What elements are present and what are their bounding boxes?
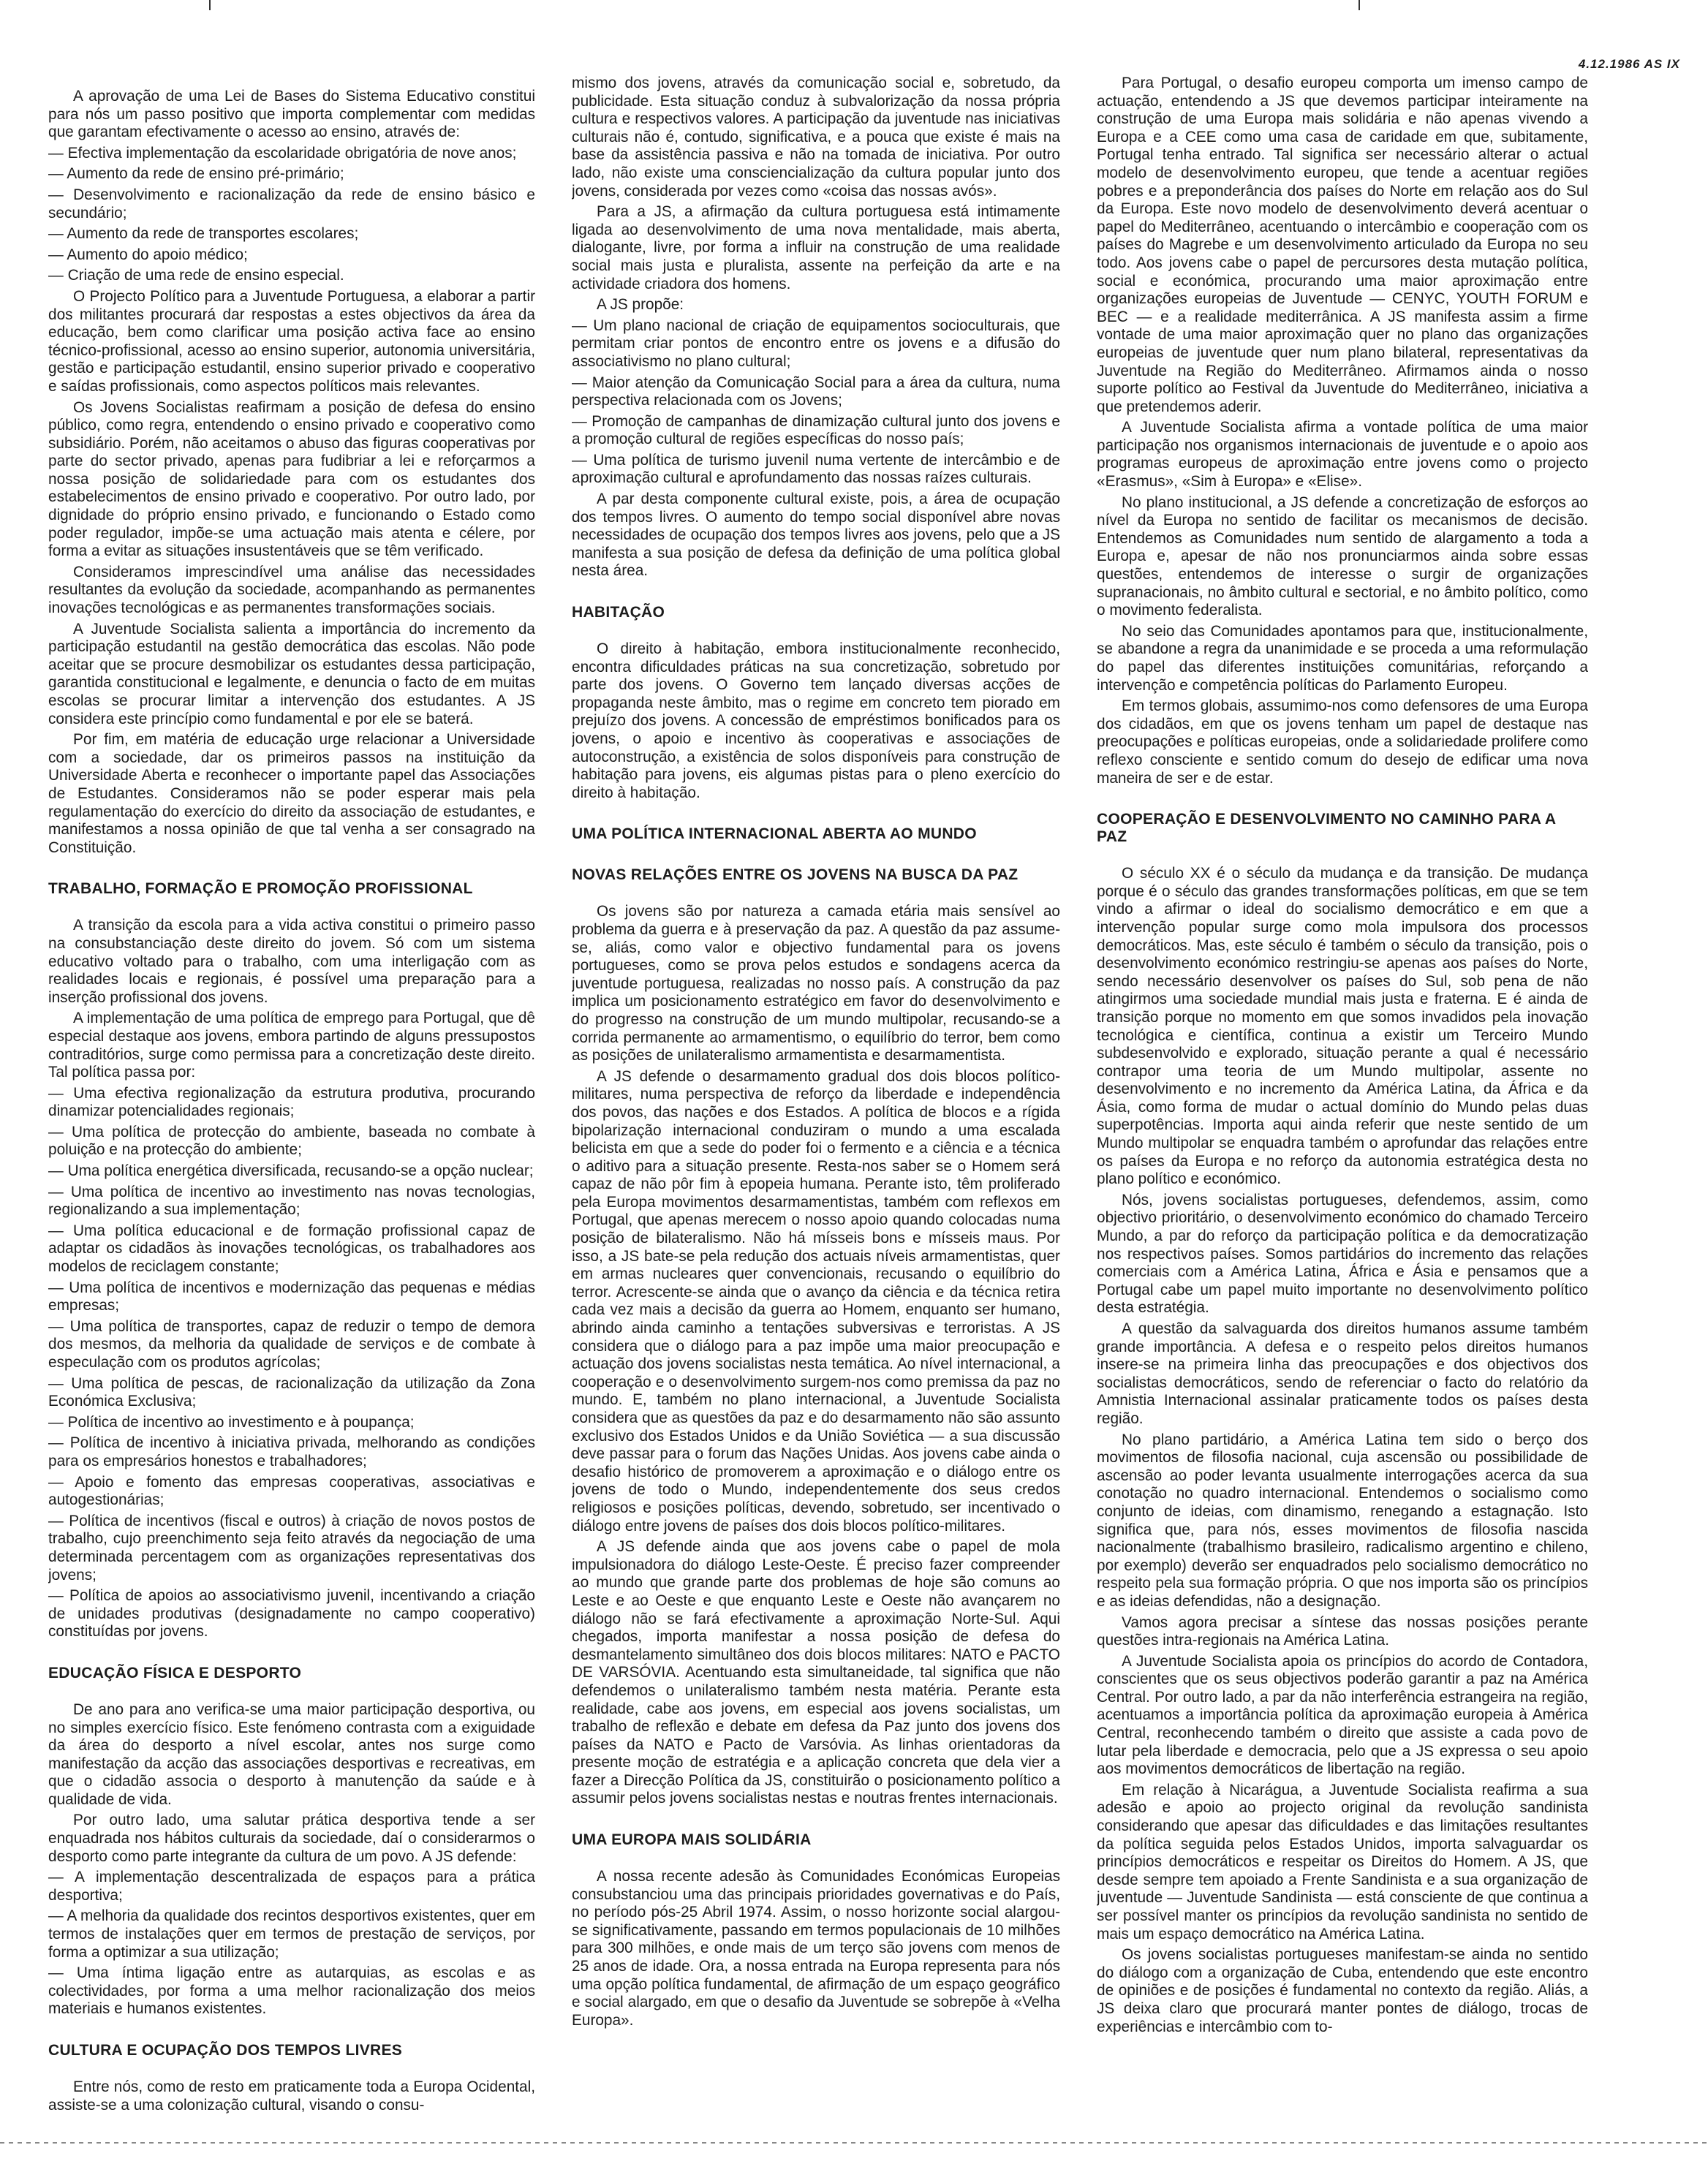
paragraph: O Projecto Político para a Juventude Portuguesa, a elaborar a partir dos militantes procurará dar respostas a estes objectivos da área da educação, bem como clarificar uma posição activa face ao ensino técnico-profissional, acesso ao ensino superior, autonomia universitária, gestão e participação estudantil, ensino superior privado e cooperativo e saídas profissionais, como aspectos políticos mais relevantes. [48, 287, 535, 395]
section-heading: TRABALHO, FORMAÇÃO E PROMOÇÃO PROFISSIONAL [48, 880, 473, 898]
paragraph: Para a JS, a afirmação da cultura portuguesa está intimamente ligada ao desenvolvimento de uma nova mentalidade, mais aberta, dialogante, livre, por forma a influir na construção de uma realidade social mais justa e pluralista, assente na perfeição da arte e na actividade criadora dos homens. [572, 203, 1060, 292]
list-item: — Promoção de campanhas de dinamização cultural junto dos jovens e a promoção cultural de regiões específicas do nosso país; [572, 412, 1060, 448]
section-heading: NOVAS RELAÇÕES ENTRE OS JOVENS NA BUSCA DA PAZ [572, 866, 1019, 884]
paragraph: A Juventude Socialista apoia os princípios do acordo de Contadora, conscientes que os seus objectivos poderão garantir a paz na América Central. Por outro lado, a par da não interferência estrangeira na região, acentuamos a importância política da aproximação europeia à América Central, reconhecendo também o direito que assiste a cada povo de lutar pela liberdade e democracia, pelo que a JS expressa o seu apoio aos movimentos democráticos de libertação na região. [1097, 1652, 1588, 1778]
section-heading: UMA POLÍTICA INTERNACIONAL ABERTA AO MUNDO [572, 825, 977, 843]
list-item: — Uma política educacional e de formação profissional capaz de adaptar os cidadãos às inovações tecnológicas, os trabalhadores aos modelos de reciclagem constante; [48, 1222, 535, 1276]
list-item: mismo dos jovens, através da comunicação social e, sobretudo, da publicidade. Esta situação conduz à subvalorização da nossa própria cultura e respectivos valores. A participação da juventude nas iniciativas culturais não é, contudo, significativa, e a pouca que existe é mais na base da assistência passiva e não na tomada de iniciativa. Por outro lado, não existe uma consciencialização da cultura popular junto dos jovens, considerada por vezes como «coisa das nossas avós». [572, 75, 1060, 200]
paragraph: Os jovens socialistas portugueses manifestam-se ainda no sentido do diálogo com a organização de Cuba, entendendo que este encontro de opiniões e de posições é fundamental no contexto da região. Aliás, a JS deixa claro que procurará manter pontes de diálogo, trocas de experiências e intercâmbio com to- [1097, 1946, 1588, 2035]
paragraph: A JS defende ainda que aos jovens cabe o papel de mola impulsionadora do diálogo Leste-Oeste. É preciso fazer compreender ao mundo que grande parte dos problemas de hoje são comuns ao Leste e ao Oeste e que enquanto Leste e Oeste não avançarem no diálogo não se fará efectivamente a aproximação Norte-Sul. Aqui chegados, importa manifestar a nossa posição de defesa do desmantelamento simultâneo dos dois blocos militares: NATO e PACTO DE VARSÓVIA. Acentuando esta simultaneidade, tal significa que não defendemos o unilateralismo também nesta matéria. Perante esta realidade, cabe aos jovens, em especial aos jovens socialistas, um trabalho de reflexão e debate em defesa da Paz junto dos jovens dos países da NATO e Pacto de Varsóvia. As linhas orientadoras da presente moção de estratégia e a aplicação concreta que dela vier a fazer a Direcção Política da JS, constituirão o posicionamento político a assumir pelos jovens socialistas nestas e noutras frentes internacionais. [572, 1538, 1060, 1807]
list-item: — Política de incentivo à iniciativa privada, melhorando as condições para os empresários honestos e trabalhadores; [48, 1434, 535, 1469]
list-item: — Uma política de protecção do ambiente, baseada no combate à poluição e na protecção do ambiente; [48, 1123, 535, 1159]
list-item: — Criação de uma rede de ensino especial. [48, 267, 344, 284]
list-item: — Maior atenção da Comunicação Social para a área da cultura, numa perspectiva relacionada com os Jovens; [572, 374, 1060, 409]
list-item: — Aumento do apoio médico; [48, 246, 248, 263]
paragraph: A JS defende o desarmamento gradual dos dois blocos político-militares, numa perspectiva de reforço da liberdade e independência dos povos, das nações e dos Estados. A política de blocos e a rígida bipolarização internacional conduziram o mundo a uma escalada belicista em que a sede do poder foi o fermento e a ciência e a técnica o aditivo para a situação presente. Resta-nos saber se o Homem será capaz de não pôr fim à epopeia humana. Perante isto, têm proliferado pela Europa movimentos desarmamentistas, também com reflexos em Portugal, que apenas merecem o nosso apoio quando colocadas numa posição de bilateralismo. Não há mísseis bons e mísseis maus. Por isso, a JS bate-se pela redução dos actuais níveis armamentistas, quer em armas nucleares quer convencionais, recusando o equilíbrio do terror. Acrescente-se ainda que o avanço da ciência e da técnica retira cada vez mais a decisão da guerra ao Homem, enquanto ser humano, abrindo ainda caminho a tentações subversivas e terroristas. A JS considera que o diálogo para a paz impõe uma maior preocupação e actuação dos jovens socialistas nesta temática. Ao nível internacional, a cooperação e o desenvolvimento surgem-nos como premissa da paz no mundo. E, também no plano internacional, a Juventude Socialista considera que as questões da paz e do desarmamento não são assunto exclusivo dos Estados Unidos e da União Soviética — a sua discussão deve passar para o forum das Nações Unidas. Aos jovens cabe ainda o desafio histórico de promoverem a aproximação e o diálogo entre os jovens de todo o Mundo, independentemente dos seus credos religiosos e posições políticas, devendo, sobretudo, ser incentivado o diálogo entre jovens de países dos dois blocos político-militares. [572, 1067, 1060, 1535]
paragraph: A transição da escola para a vida activa constitui o primeiro passo na consubstanciação deste direito do jovem. Só com um sistema educativo voltado para o trabalho, com uma interligação com as realidades locais e regionais, é possível uma preparação para a inserção profissional dos jovens. [48, 917, 535, 1006]
list-item: — Aumento da rede de ensino pré-primário; [48, 165, 344, 183]
paragraph: A implementação de uma política de emprego para Portugal, que dê especial destaque aos jovens, embora partindo de alguns pressupostos contraditórios, surge como permissa para a concretização deste direito. Tal política passa por: [48, 1010, 535, 1081]
paragraph: Os jovens são por natureza a camada etária mais sensível ao problema da guerra e à preservação da paz. A questão da paz assume-se, aliás, como valor e objectivo fundamental para os jovens portugueses, como se prova pelos estudos e sondagens acerca da juventude portuguesa, realizadas no nosso país. A construção da paz implica um posicionamento estratégico em favor do desenvolvimento e do progresso na construção de um mundo multipolar, recusando-se a corrida permanente ao armamentismo, o equilíbrio do terror, bem como as posições de unilateralismo armamentista e desarmamentista. [572, 903, 1060, 1064]
list-item: — Uma política de turismo juvenil numa vertente de intercâmbio e de aproximação cultural e aprofundamento das nossas raízes culturais. [572, 451, 1060, 487]
paragraph: No plano institucional, a JS defende a concretização de esforços ao nível da Europa no sentido de facilitar os mecanismos de decisão. Entendemos as Comunidades num sentido de alargamento a toda a Europa e, apesar de não nos pronunciarmos ainda sobre essas questões, entendemos de interesse o surgir de organizações supranacionais, no âmbito cultural e sectorial, e no âmbito político, como o movimento federalista. [1097, 493, 1588, 619]
paragraph: A par desta componente cultural existe, pois, a área de ocupação dos tempos livres. O aumento do tempo social disponível abre novas necessidades de ocupação dos tempos livres aos jovens, pelo que a JS manifesta a sua posição de defesa da definição de uma política global nesta área. [572, 491, 1060, 580]
crop-mark [1359, 0, 1360, 10]
list-item: — Uma efectiva regionalização da estrutura produtiva, procurando dinamizar potencialidades regionais; [48, 1084, 535, 1120]
section-heading: EDUCAÇÃO FÍSICA E DESPORTO [48, 1664, 302, 1681]
list-item: — Uma política de incentivos e modernização das pequenas e médias empresas; [48, 1279, 535, 1314]
list-item: — Uma política de pescas, de racionalização da utilização da Zona Económica Exclusiva; [48, 1374, 535, 1410]
list-item: — Política de incentivos (fiscal e outros) à criação de novos postos de trabalho, cujo preenchimento seja feito através da negociação de uma determinada percentagem com as organizações representativas dos jovens; [48, 1512, 535, 1584]
list-item: — Uma política energética diversificada, recusando-se a opção nuclear; [48, 1162, 534, 1180]
paragraph: De ano para ano verifica-se uma maior participação desportiva, ou no simples exercício físico. Este fenómeno contrasta com a exiguidade da área do desporto a nível escolar, antes nos surge como manifestação da acção das associações desportivas e recreativas, em que o cidadão associa o desporto à manutenção da saúde e à qualidade de vida. [48, 1700, 535, 1808]
paragraph: Em termos globais, assumimo-nos como defensores de uma Europa dos cidadãos, em que os jovens tenham um papel de destaque nas preocupações e políticas europeias, onde a solidariedade prolifere como reflexo consciente e sentido comum do desejo de edificar uma nova maneira de ser e de estar. [1097, 697, 1588, 787]
section-heading: UMA EUROPA MAIS SOLIDÁRIA [572, 1831, 812, 1849]
paragraph: Consideramos imprescindível uma análise das necessidades resultantes da evolução da sociedade, acompanhando as permanentes inovações tecnológicas e as permanentes transformações sociais. [48, 563, 535, 617]
list-item: — Uma política de incentivo ao investimento nas novas tecnologias, regionalizando a sua implementação; [48, 1183, 535, 1219]
paragraph: No plano partidário, a América Latina tem sido o berço dos movimentos de filosofia nacional, cuja ascensão ou possibilidade de ascensão ao poder levanta usualmente interrogações acerca da sua conotação no quadro internacional. Entendemos o socialismo como conjunto de ideias, com dinamismo, renegando a estagnação. Isto significa que, para nós, esses movimentos de filosofia nascida nacionalmente (trabalhismo brasileiro, radicalismo argentino e chileno, por exemplo) deverão ser enquadrados pelo socialismo democrático no respeito pela sua formação própria. O que nos importa são os princípios e as ideias defendidas, não a designação. [1097, 1431, 1588, 1610]
paragraph: A JS propõe: [597, 296, 684, 314]
crop-mark [209, 0, 211, 10]
paragraph: Para Portugal, o desafio europeu comporta um imenso campo de actuação, entendendo a JS que devemos participar inteiramente na construção de uma Europa mais solidária e não apenas vivendo a Europa e a CEE como uma casa de caridade em que, subitamente, Portugal tenha entrado. Tal significa ser necessário alterar o actual modelo de desenvolvimento europeu, que tende a acentuar regiões pobres e a preponderância dos países do Norte em relação aos do Sul da Europa. Este novo modelo de desenvolvimento deverá acentuar o papel do Mediterrâneo, acentuando o intercâmbio e cooperação com os países do Magrebe e um desenvolvimento articulado da Europa no seu todo. Aos jovens cabe o papel de percursores desta mutação política, social e económica, procurando uma maior aproximação entre organizações europeias de Juventude — CENYC, YOUTH FORUM e BEC — e a realidade mediterrânica. A JS manifesta assim a firme vontade de uma maior aproximação quer no plano das organizações europeias de juventude quer num plano bilateral, representativas da Juventude na Região do Mediterrâneo. Afirmamos ainda o nosso suporte político ao Festival da Juventude do Mediterrâneo, iniciativa a que pretendemos aderir. [1097, 75, 1588, 415]
paragraph: Nós, jovens socialistas portugueses, defendemos, assim, como objectivo prioritário, o desenvolvimento económico do chamado Terceiro Mundo, a par do reforço da participação política e da democratização nos respectivos países. Somos partidários do incremento das relações comerciais com a América Latina, África e Ásia e pensamos que a Portugal cabe um papel muito importante no desenvolvimento político desta estratégia. [1097, 1191, 1588, 1317]
list-item: — Aumento da rede de transportes escolares; [48, 225, 359, 243]
list-item: — Efectiva implementação da escolaridade obrigatória de nove anos; [48, 144, 517, 162]
paragraph: A questão da salvaguarda dos direitos humanos assume também grande importância. A defesa e o respeito pelos direitos humanos insere-se na primeira linha das preocupações e dos objectivos dos socialistas democráticos, sendo de referenciar o facto do relatório da Amnistia Internacional assinalar praticamente todos os países desta região. [1097, 1320, 1588, 1427]
paragraph: A aprovação de uma Lei de Bases do Sistema Educativo constitui para nós um passo positivo que importa complementar com medidas que garantam efectivamente o acesso ao ensino, através de: [48, 88, 535, 141]
list-item: — Desenvolvimento e racionalização da rede de ensino básico e secundário; [48, 186, 535, 222]
article-column-3 [1097, 75, 1588, 2122]
paragraph: Os Jovens Socialistas reafirmam a posição de defesa do ensino público, como regra, entendendo o ensino privado e cooperativo como subsidiário. Porém, não aceitamos o abuso das figuras cooperativas por parte do sector privado, apenas para fudibriar a lei e reforçarmos a nossa posição de solidariedade para com os estudantes dos estabelecimentos de ensino privado e cooperativo. Por outro lado, por dignidade do próprio ensino privado, e funcionando o Estado como poder regulador, impõe-se uma actuação mais atenta e célere, por forma a evitar as situações insustentáveis que se têm verificado. [48, 398, 535, 560]
paragraph: A Juventude Socialista salienta a importância do incremento da participação estudantil na gestão democrática das escolas. Não pode aceitar que se procure desmobilizar os estudantes dessa participação, garantida constitucional e legalmente, e denuncia o facto de em muitas escolas se procurar limitar a intervenção dos estudantes. A JS considera este princípio como fundamental e por ele se baterá. [48, 620, 535, 727]
paragraph: O direito à habitação, embora institucionalmente reconhecido, encontra dificuldades práticas na sua concretização, sobretudo por parte dos jovens. O Governo tem lançado diversas acções de propaganda neste âmbito, mas o regime em concreto tem piorado em prejuízo dos jovens. A concessão de empréstimos bonificados para os jovens, o apoio e incentivo às cooperativas e associações de autoconstrução, a existência de solos disponíveis para construção de habitação para jovens, eis algumas pistas para o pleno exercício do direito à habitação. [572, 640, 1060, 801]
section-heading: HABITAÇÃO [572, 604, 665, 621]
paragraph: Em relação à Nicarágua, a Juventude Socialista reafirma a sua adesão e apoio ao projecto original da revolução sandinista considerando que apesar das dificuldades e das limitações resultantes da política seguida pelos Estados Unidos, importa salvaguardar os princípios democráticos e respeitar os Direitos do Homem. A JS, que desde sempre tem apoiado a Frente Sandinista e a sua organização de juventude — Juventude Sandinista — está consciente de que continua a ser possível manter os princípios da revolução sandinista no sentido de mais um espaço democrático na América Latina. [1097, 1781, 1588, 1942]
section-heading: COOPERAÇÃO E DESENVOLVIMENTO NO CAMINHO PARA A PAZ [1097, 811, 1556, 846]
list-item: — Política de apoios ao associativismo juvenil, incentivando a criação de unidades produtivas (designadamente no campo cooperativo) constituídas por jovens. [48, 1587, 535, 1641]
list-item: — A implementação descentralizada de espaços para a prática desportiva; [48, 1869, 535, 1904]
list-item: — Uma política de transportes, capaz de reduzir o tempo de demora dos mesmos, da melhoria da qualidade de serviços e de combate à especulação com os produtos agrícolas; [48, 1317, 535, 1371]
page-folio: 4.12.1986 AS IX [1578, 57, 1680, 71]
paragraph: A Juventude Socialista afirma a vontade política de uma maior participação nos organismos internacionais de juventude e o apoio aos programas europeus de aproximação entre jovens como o projecto «Erasmus», «Sim à Europa» e «Elise». [1097, 419, 1588, 491]
section-heading: CULTURA E OCUPAÇÃO DOS TEMPOS LIVRES [48, 2042, 403, 2059]
list-item: — A melhoria da qualidade dos recintos desportivos existentes, quer em termos de instalações quer em termos de prestação de serviços, por forma a optimizar a sua utilização; [48, 1907, 535, 1961]
list-item: — Política de incentivo ao investimento e à poupança; [48, 1413, 415, 1431]
page-bottom-rule [0, 2142, 1708, 2144]
paragraph: O século XX é o século da mudança e da transição. De mudança porque é o século das grandes transformações políticas, em que se tem vindo a afirmar o ideal do socialismo democrático e em que a intervenção popular surge como mola impulsora dos processos democráticos. Mas, este século é também o século da transição, pois o desenvolvimento económico restringiu-se apenas aos países do Norte, sendo necessário desenvolver os países do Sul, sob pena de não atingirmos uma sociedade mundial mais justa e fraterna. E é ainda de transição porque no momento em que somos invadidos pela inovação tecnológica e científica, continua a existir um Terceiro Mundo subdesenvolvido e explorado, situação perante a qual é necessário contrapor uma teoria de um Mundo multipolar, assente no desenvolvimento e no incremento da América Latina, da África e da Ásia, como forma de mudar o actual domínio do Mundo pelas duas superpotências. Importa aqui ainda referir que neste sentido de um Mundo multipolar se enquadra também o aprofundar das relações entre os países da Europa e no reforço da autonomia estratégica desta no plano político e económico. [1097, 865, 1588, 1188]
list-item: — Apoio e fomento das empresas cooperativas, associativas e autogestionárias; [48, 1473, 535, 1509]
paragraph: Entre nós, como de resto em praticamente toda a Europa Ocidental, assiste-se a uma colonização cultural, visando o consu- [48, 2078, 535, 2114]
paragraph: A nossa recente adesão às Comunidades Económicas Europeias consubstanciou uma das principais prioridades governativas e do País, no período pós-25 Abril 1974. Assim, o nosso horizonte social alargou-se significativamente, passando em termos populacionais de 10 milhões para 300 milhões, e onde mais de um terço são jovens com menos de 25 anos de idade. Ora, a nossa entrada na Europa representa para nós uma opção política fundamental, de afirmação de um espaço geográfico e social alargado, em que o desafio da Juventude se sobrepõe à «Velha Europa». [572, 1868, 1060, 2029]
paragraph: Por fim, em matéria de educação urge relacionar a Universidade com a sociedade, dar os primeiros passos na instituição da Universidade Aberta e reconhecer o importante papel das Associações de Estudantes. Consideramos não se poder esperar mais pela regulamentação do exercício do direito da associação de estudantes, e manifestamos a nossa opinião de que tal venha a ser consagrado na Constituição. [48, 731, 535, 856]
paragraph: Por outro lado, uma salutar prática desportiva tende a ser enquadrada nos hábitos culturais da sociedade, daí o considerarmos o desporto como parte integrante da cultura de um povo. A JS defende: [48, 1812, 535, 1865]
paragraph: No seio das Comunidades apontamos para que, institucionalmente, se abandone a regra da unanimidade e se proceda a uma reformulação do papel das diferentes instituições comunitárias, reforçando a intervenção e competência políticas do Parlamento Europeu. [1097, 622, 1588, 694]
paragraph: Vamos agora precisar a síntese das nossas posições perante questões intra-regionais na América Latina. [1097, 1613, 1588, 1649]
article-column-2 [572, 75, 1060, 2107]
list-item: — Uma íntima ligação entre as autarquias, as escolas e as colectividades, por forma a uma melhor racionalização dos meios materiais e humanos existentes. [48, 1964, 535, 2018]
list-item: — Um plano nacional de criação de equipamentos socioculturais, que permitam criar pontos de encontro entre os jovens e a difusão do associativismo no plano cultural; [572, 317, 1060, 370]
article-column-1 [48, 88, 535, 2120]
